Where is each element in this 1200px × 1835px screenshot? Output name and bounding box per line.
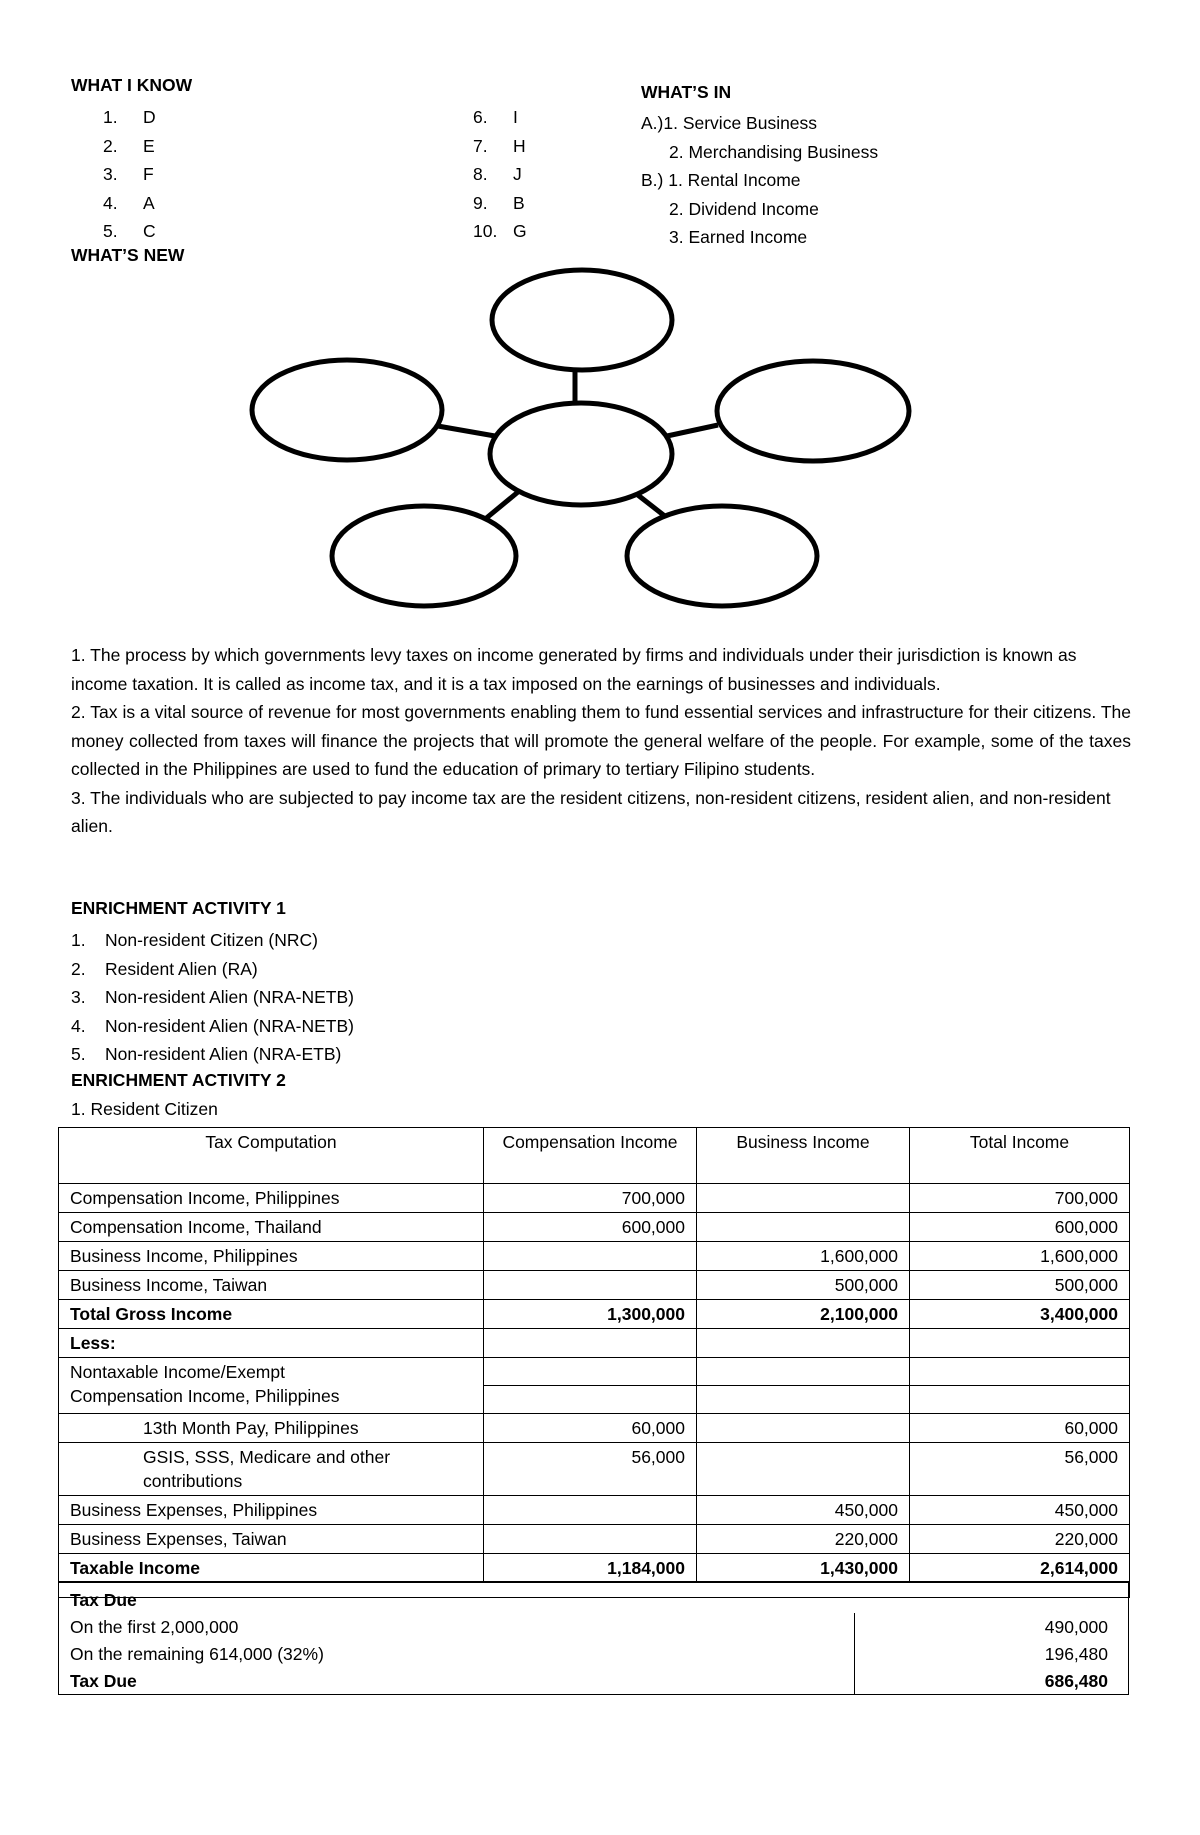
connector-line bbox=[484, 492, 518, 520]
connector-line bbox=[432, 425, 495, 436]
list-item: 9. B bbox=[473, 192, 525, 213]
table-cell bbox=[484, 1329, 697, 1358]
table-cell: 60,000 bbox=[484, 1414, 697, 1443]
right-bubble bbox=[717, 361, 909, 461]
what-i-know-heading: WHAT I KNOW bbox=[71, 75, 193, 95]
tax-due-total-value: 686,480 bbox=[855, 1667, 1129, 1695]
paragraph: 1. The process by which governments levy taxes on income generated by firms and individuals under their jurisdiction is known as income taxation. It is called as income tax, and it is a tax imposed on the earnings of businesses and individuals. bbox=[71, 645, 1077, 694]
table-cell bbox=[697, 1184, 910, 1213]
table-cell: 1,300,000 bbox=[484, 1300, 697, 1329]
table-cell: Less: bbox=[59, 1329, 484, 1358]
table-cell: Business Income, Philippines bbox=[59, 1242, 484, 1271]
table-cell: 450,000 bbox=[910, 1496, 1130, 1525]
top-bubble bbox=[492, 270, 672, 370]
list-item: A.)1. Service Business bbox=[641, 113, 818, 133]
table-cell bbox=[697, 1414, 910, 1443]
table-header: Tax Computation bbox=[59, 1128, 484, 1184]
table-header: Compensation Income bbox=[484, 1128, 697, 1184]
paragraph: 2. Tax is a vital source of revenue for most governments enabling them to fund essential services and infrastructure for their citizens. The money collected from taxes will finance the projects that will promote the general welfare of the people. For example, some of the taxes collected in the Philippines are used to fund the education of primary to tertiary Filipino students. bbox=[71, 702, 1131, 779]
list-item: 2. E bbox=[103, 135, 155, 156]
tax-due-heading-row bbox=[59, 1582, 1129, 1614]
table-cell: 220,000 bbox=[697, 1525, 910, 1554]
table-row bbox=[59, 1213, 1130, 1242]
table-cell: 600,000 bbox=[910, 1213, 1130, 1242]
table-cell: 3,400,000 bbox=[910, 1300, 1130, 1329]
table-row bbox=[59, 1184, 1130, 1213]
tax-due-label: On the first 2,000,000 bbox=[59, 1613, 855, 1640]
table-cell: 1,600,000 bbox=[697, 1242, 910, 1271]
table-cell: Business Expenses, Philippines bbox=[59, 1496, 484, 1525]
table-cell: 13th Month Pay, Philippines bbox=[59, 1414, 484, 1443]
table-row bbox=[59, 1496, 1130, 1525]
table-cell: 500,000 bbox=[910, 1271, 1130, 1300]
enrichment2-heading: ENRICHMENT ACTIVITY 2 bbox=[71, 1070, 286, 1090]
list-item: 2. Dividend Income bbox=[669, 198, 819, 219]
table-cell: 56,000 bbox=[484, 1443, 697, 1496]
tax-due-total-label: Tax Due bbox=[59, 1667, 855, 1695]
center-bubble bbox=[490, 403, 672, 505]
table-cell bbox=[697, 1358, 910, 1386]
tax-computation-table bbox=[58, 1127, 1130, 1598]
table-cell bbox=[484, 1271, 697, 1300]
connector-line bbox=[667, 425, 718, 436]
whats-new-heading: WHAT’S NEW bbox=[71, 245, 185, 265]
table-cell: Business Income, Taiwan bbox=[59, 1271, 484, 1300]
enrichment1-heading: ENRICHMENT ACTIVITY 1 bbox=[71, 898, 286, 918]
list-item: 1. D bbox=[103, 107, 156, 127]
list-item: 10. G bbox=[473, 221, 527, 241]
list-item: 7. H bbox=[473, 135, 526, 156]
list-item: 3. F bbox=[103, 164, 154, 184]
table-cell bbox=[484, 1242, 697, 1271]
concept-web-diagram bbox=[0, 0, 1200, 640]
table-row bbox=[59, 1640, 1129, 1667]
table-cell bbox=[484, 1496, 697, 1525]
table-row bbox=[59, 1525, 1130, 1554]
tax-due-label: On the remaining 614,000 (32%) bbox=[59, 1640, 855, 1667]
list-item: 4. Non-resident Alien (NRA-NETB) bbox=[71, 1015, 354, 1036]
list-item: 3. Non-resident Alien (NRA-NETB) bbox=[71, 987, 354, 1007]
list-item: 6. I bbox=[473, 107, 518, 127]
tax-due-box bbox=[58, 1581, 1129, 1695]
table-cell: 1,430,000 bbox=[697, 1554, 910, 1583]
enrichment1-list bbox=[71, 926, 354, 1069]
list-item: 2. Merchandising Business bbox=[669, 141, 879, 162]
table-cell: 2,614,000 bbox=[910, 1554, 1130, 1583]
table-cell bbox=[484, 1386, 697, 1414]
table-cell: 700,000 bbox=[484, 1184, 697, 1213]
table-cell: Business Expenses, Taiwan bbox=[59, 1525, 484, 1554]
table-cell: 700,000 bbox=[910, 1184, 1130, 1213]
table-cell bbox=[910, 1329, 1130, 1358]
list-item: 3. Earned Income bbox=[669, 227, 808, 247]
table-row bbox=[59, 1242, 1130, 1271]
table-cell bbox=[697, 1386, 910, 1414]
table-cell: GSIS, SSS, Medicare and other contributions bbox=[59, 1443, 484, 1496]
table-row bbox=[59, 1443, 1130, 1496]
enrichment2-subheading: 1. Resident Citizen bbox=[71, 1099, 218, 1119]
table-cell bbox=[697, 1213, 910, 1242]
list-item: 1. Non-resident Citizen (NRC) bbox=[71, 930, 318, 950]
table-cell bbox=[910, 1386, 1130, 1414]
table-cell: Total Gross Income bbox=[59, 1300, 484, 1329]
table-cell: 60,000 bbox=[910, 1414, 1130, 1443]
table-cell bbox=[697, 1329, 910, 1358]
left-bubble bbox=[252, 360, 442, 460]
tax-due-total-row bbox=[59, 1667, 1129, 1695]
table-cell bbox=[910, 1358, 1130, 1386]
list-item: 5. C bbox=[103, 221, 156, 241]
table-row bbox=[59, 1358, 1130, 1386]
table-header: Business Income bbox=[697, 1128, 910, 1184]
table-cell: 56,000 bbox=[910, 1443, 1130, 1496]
table-cell: Compensation Income, Philippines bbox=[59, 1184, 484, 1213]
whats-in-heading: WHAT’S IN bbox=[641, 82, 732, 102]
tax-due-heading: Tax Due bbox=[59, 1582, 1129, 1614]
table-cell: Compensation Income, Thailand bbox=[59, 1213, 484, 1242]
table-row bbox=[59, 1613, 1129, 1640]
table-cell: 2,100,000 bbox=[697, 1300, 910, 1329]
table-row-total-gross-income bbox=[59, 1300, 1130, 1329]
table-cell: 220,000 bbox=[910, 1525, 1130, 1554]
table-cell: Nontaxable Income/Exempt Compensation Income, Philippines bbox=[59, 1358, 484, 1414]
table-cell: 1,600,000 bbox=[910, 1242, 1130, 1271]
table-cell: 500,000 bbox=[697, 1271, 910, 1300]
table-header-row bbox=[59, 1128, 1130, 1184]
table-cell: 600,000 bbox=[484, 1213, 697, 1242]
table-row bbox=[59, 1414, 1130, 1443]
table-cell bbox=[697, 1443, 910, 1496]
list-item: B.) 1. Rental Income bbox=[641, 170, 801, 190]
explanation-paragraphs bbox=[71, 641, 1131, 841]
table-row-taxable-income bbox=[59, 1554, 1130, 1583]
table-cell: 1,184,000 bbox=[484, 1554, 697, 1583]
bottom-right-bubble bbox=[627, 506, 817, 606]
table-cell: Taxable Income bbox=[59, 1554, 484, 1583]
table-cell: 450,000 bbox=[697, 1496, 910, 1525]
bottom-left-bubble bbox=[332, 506, 516, 606]
tax-due-value: 196,480 bbox=[855, 1640, 1129, 1667]
list-item: 4. A bbox=[103, 192, 155, 213]
list-item: 8. J bbox=[473, 164, 522, 184]
table-row bbox=[59, 1329, 1130, 1358]
list-item: 2. Resident Alien (RA) bbox=[71, 958, 258, 979]
table-row bbox=[59, 1271, 1130, 1300]
list-item: 5. Non-resident Alien (NRA-ETB) bbox=[71, 1044, 342, 1064]
table-cell bbox=[484, 1358, 697, 1386]
tax-due-value: 490,000 bbox=[855, 1613, 1129, 1640]
paragraph: 3. The individuals who are subjected to pay income tax are the resident citizens, non-resident citizens, resident alien, and non-resident alien. bbox=[71, 787, 1111, 836]
table-cell bbox=[484, 1525, 697, 1554]
table-header: Total Income bbox=[910, 1128, 1130, 1184]
